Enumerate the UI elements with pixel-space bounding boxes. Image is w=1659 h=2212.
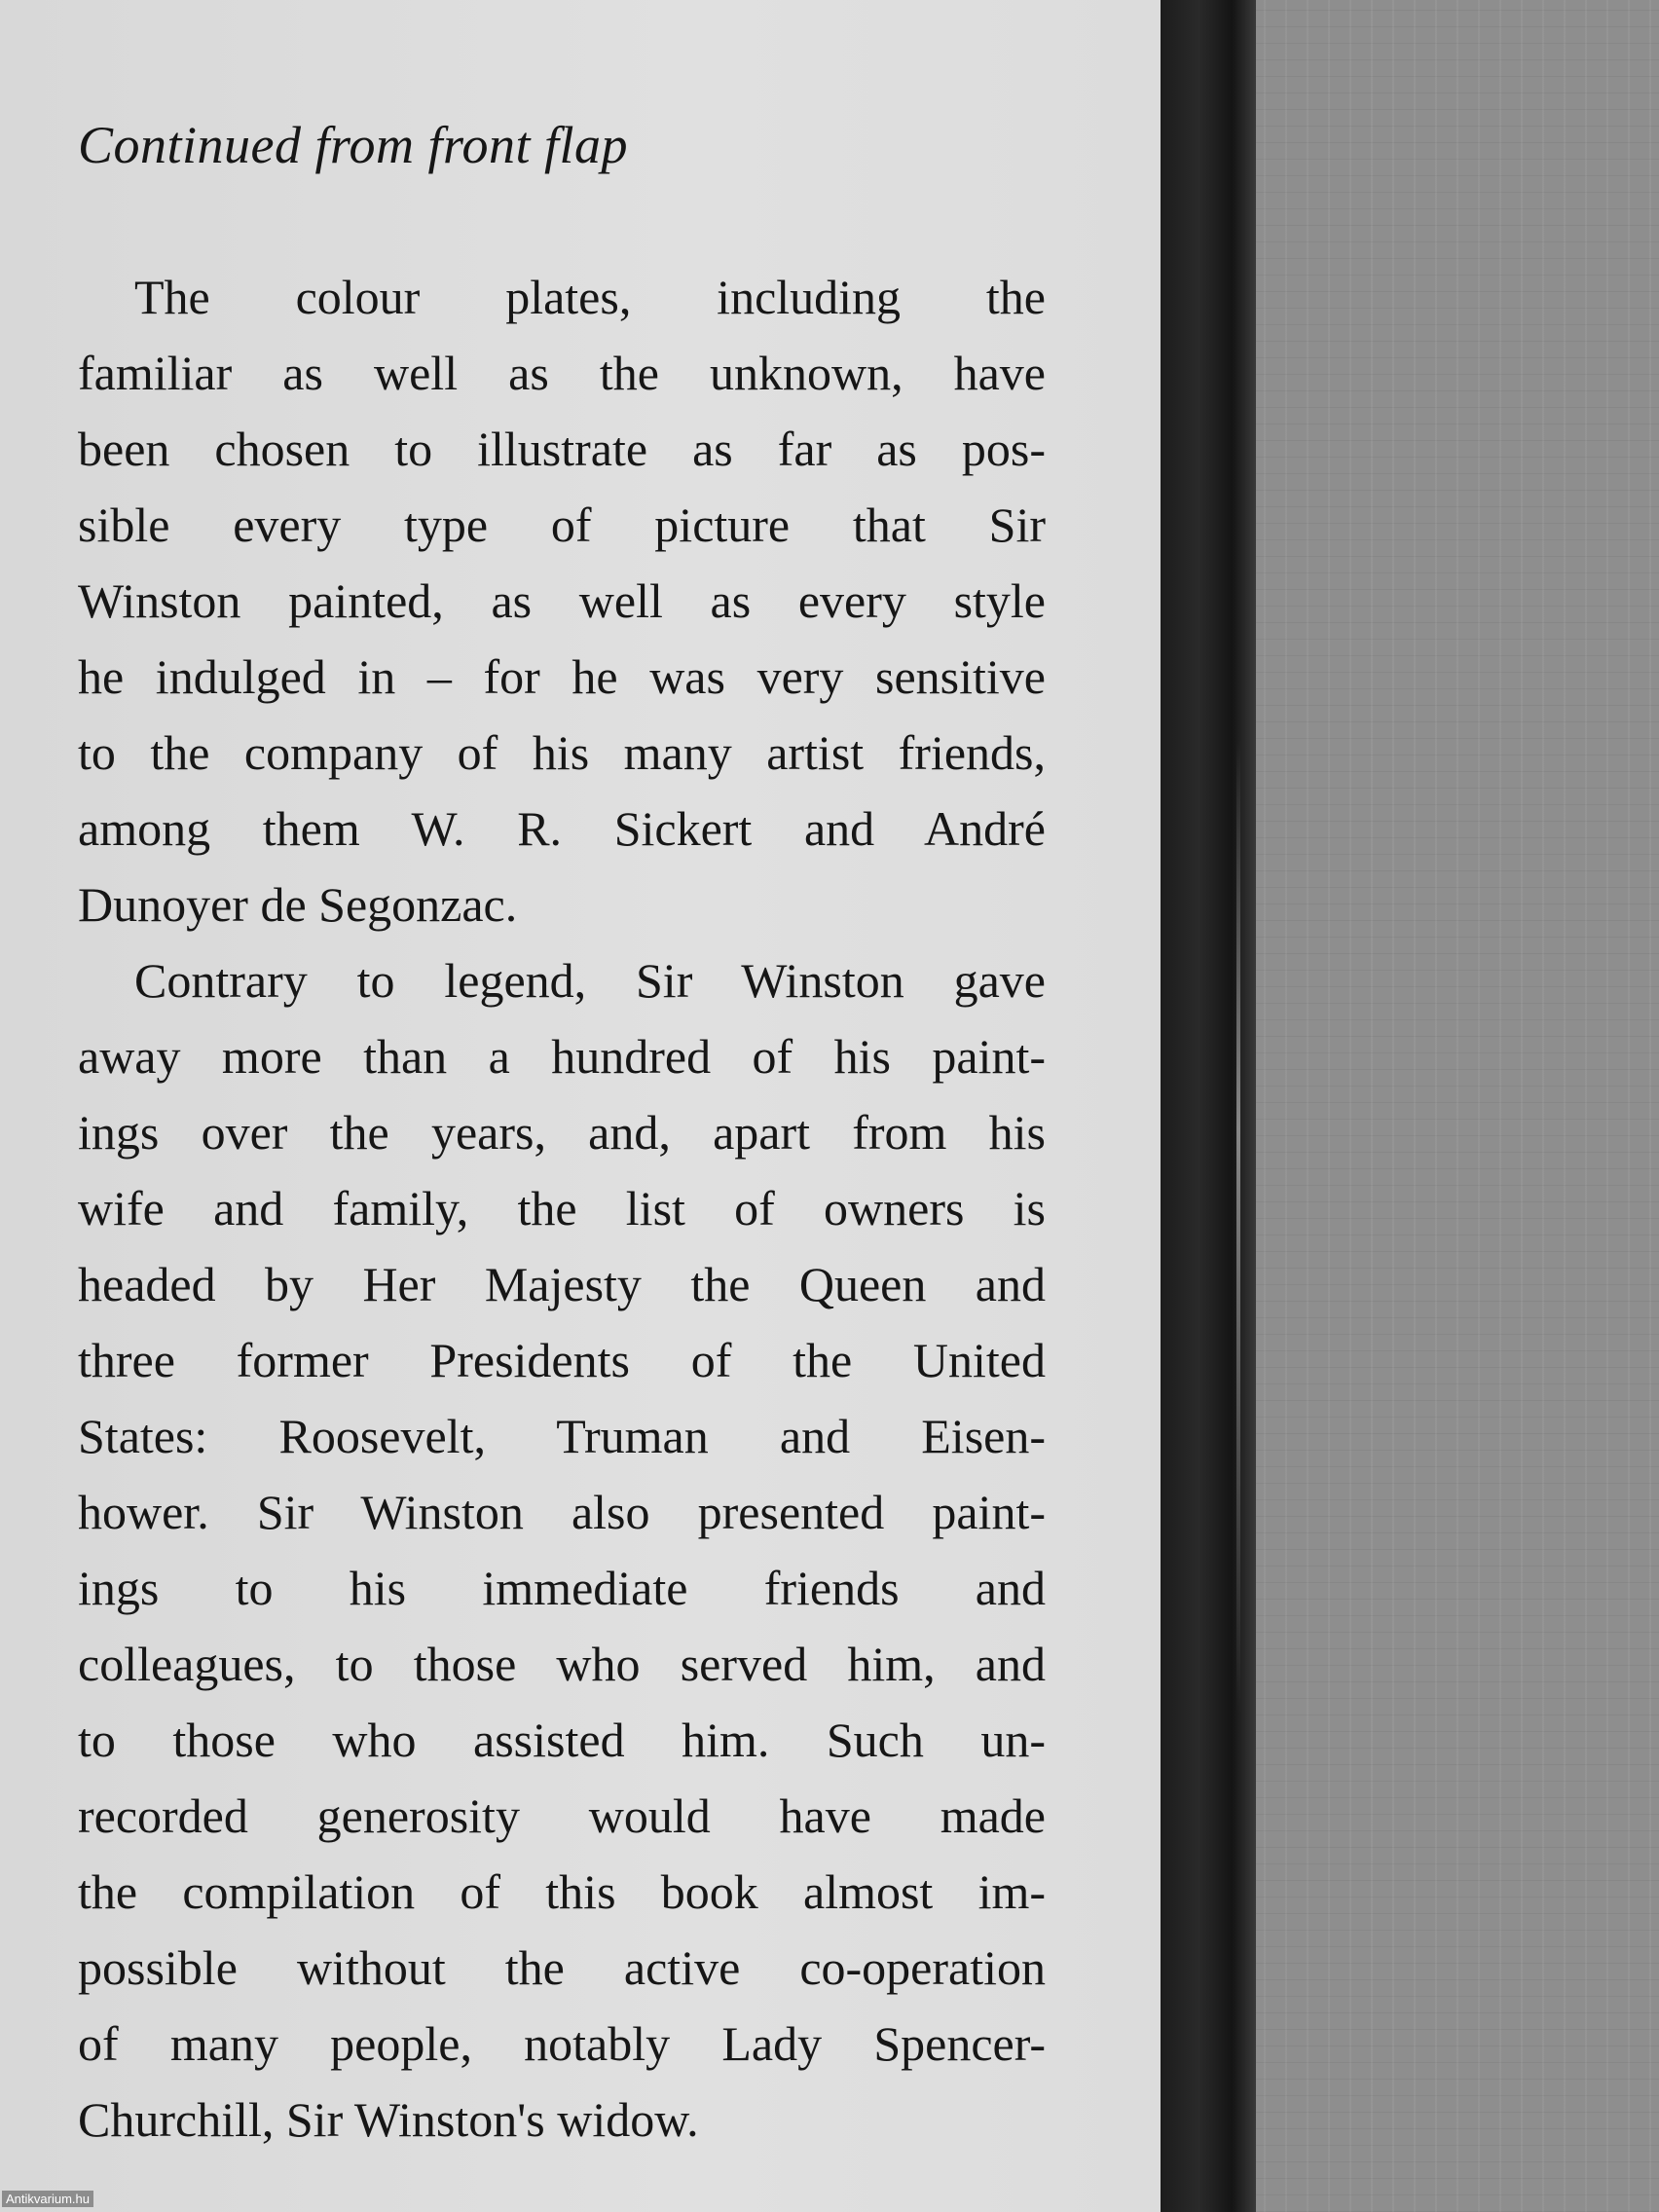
text-line: colleagues, to those who served him, and [78, 1637, 1046, 1691]
book-spine-edge [1161, 0, 1256, 2212]
text-line: recorded generosity would have made [78, 1788, 1046, 1843]
spine-highlight [1236, 740, 1240, 1714]
text-line: been chosen to illustrate as far as pos- [78, 422, 1046, 476]
text-line: away more than a hundred of his paint- [78, 1029, 1046, 1084]
text-line: of many people, notably Lady Spencer- [78, 2016, 1046, 2071]
text-line: three former Presidents of the United [78, 1333, 1046, 1387]
text-line: ings over the years, and, apart from his [78, 1105, 1046, 1160]
paragraph-1 [78, 259, 1046, 942]
text-line: familiar as well as the unknown, have [78, 346, 1046, 400]
text-line: hower. Sir Winston also presented paint- [78, 1485, 1046, 1539]
text-line: sible every type of picture that Sir [78, 498, 1046, 552]
text-line: Churchill, Sir Winston's widow. [78, 2092, 699, 2147]
text-line: Contrary to legend, Sir Winston gave [134, 953, 1046, 1008]
flap-heading: Continued from front flap [78, 116, 629, 174]
paragraph-2 [78, 942, 1046, 2157]
text-line: headed by Her Majesty the Queen and [78, 1257, 1046, 1311]
text-line: ings to his immediate friends and [78, 1561, 1046, 1615]
text-line: he indulged in – for he was very sensitive [78, 649, 1046, 704]
text-line: wife and family, the list of owners is [78, 1181, 1046, 1235]
text-line: to the company of his many artist friends, [78, 725, 1046, 780]
text-line: Dunoyer de Segonzac. [78, 877, 518, 932]
text-line: The colour plates, including the [134, 270, 1046, 324]
text-line: among them W. R. Sickert and André [78, 801, 1046, 856]
text-line: Winston painted, as well as every style [78, 573, 1046, 628]
watermark-label: Antikvarium.hu [2, 2191, 93, 2207]
text-line: States: Roosevelt, Truman and Eisen- [78, 1409, 1046, 1463]
text-line: to those who assisted him. Such un- [78, 1713, 1046, 1767]
flap-body-text [78, 259, 1046, 2157]
text-line: possible without the active co-operation [78, 1940, 1046, 1995]
text-line: the compilation of this book almost im- [78, 1864, 1046, 1919]
